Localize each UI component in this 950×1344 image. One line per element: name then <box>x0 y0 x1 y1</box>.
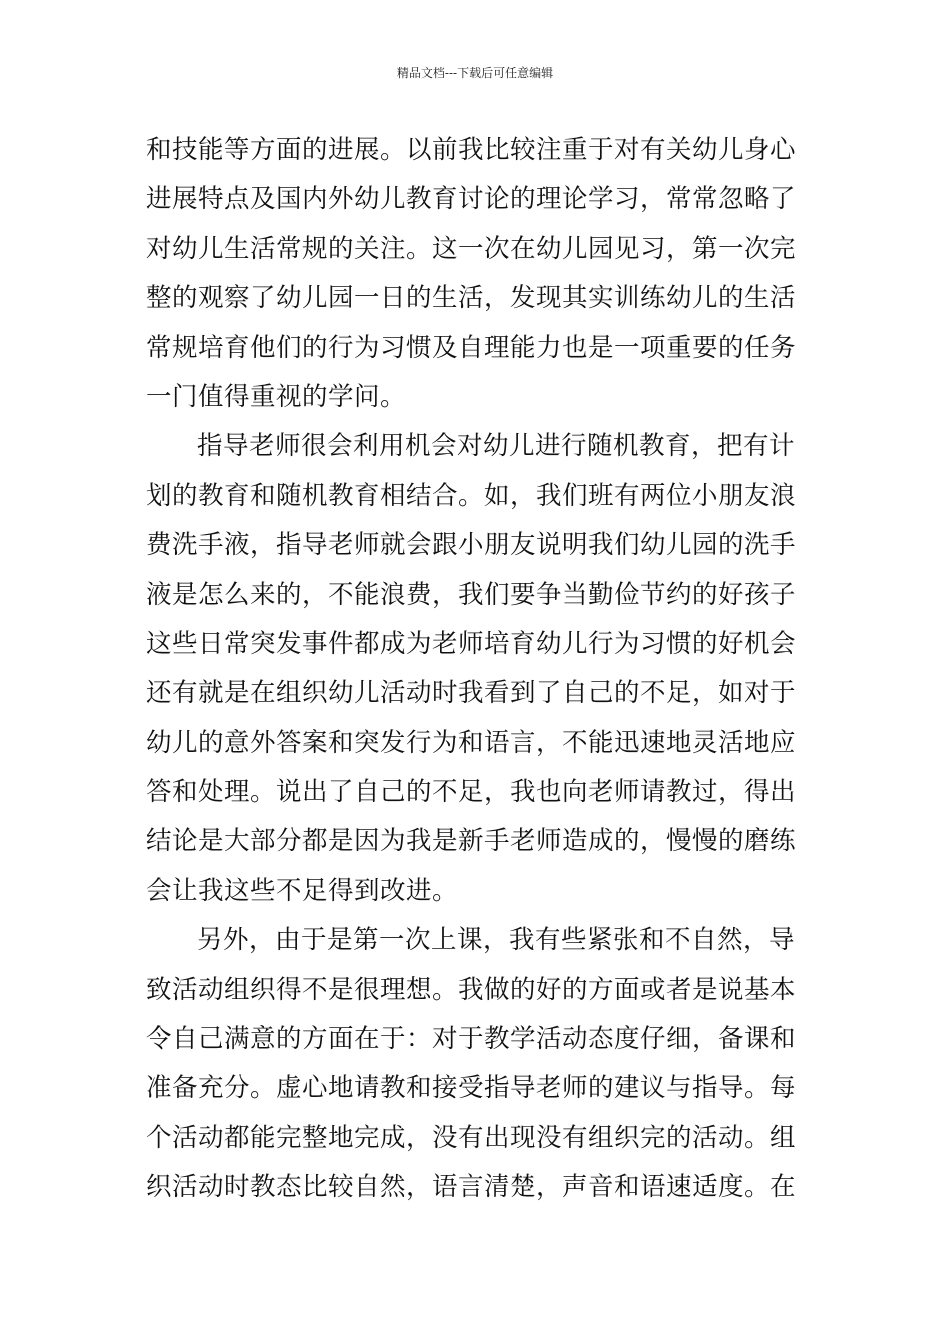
page-header: 精品文档---下载后可任意编辑 <box>396 66 554 80</box>
text-line: 个活动都能完整地完成，没有出现没有组织完的活动。组 <box>146 1122 797 1153</box>
text-line: 对幼儿生活常规的关注。这一次在幼儿园见习，第一次完 <box>146 233 797 264</box>
text-line: 这些日常突发事件都成为老师培育幼儿行为习惯的好机会 <box>146 628 797 659</box>
text-line: 费洗手液，指导老师就会跟小朋友说明我们幼儿园的洗手 <box>146 530 797 561</box>
text-line: 进展特点及国内外幼儿教育讨论的理论学习，常常忽略了 <box>146 184 797 215</box>
text-line: 致活动组织得不是很理想。我做的好的方面或者是说基本 <box>146 974 797 1005</box>
text-line: 划的教育和随机教育相结合。如，我们班有两位小朋友浪 <box>146 480 797 511</box>
text-line: 和技能等方面的进展。以前我比较注重于对有关幼儿身心 <box>146 135 797 165</box>
text-line: 准备充分。虚心地请教和接受指导老师的建议与指导。每 <box>146 1073 797 1104</box>
text-line: 会让我这些不足得到改进。 <box>146 875 459 906</box>
text-line: 令自己满意的方面在于：对于教学活动态度仔细，备课和 <box>146 1024 797 1055</box>
text-line: 结论是大部分都是因为我是新手老师造成的，慢慢的磨练 <box>146 826 797 857</box>
text-line: 还有就是在组织幼儿活动时我看到了自己的不足，如对于 <box>146 678 797 709</box>
paragraph-start-line: 另外，由于是第一次上课，我有些紧张和不自然，导 <box>197 925 796 956</box>
text-line: 幼儿的意外答案和突发行为和语言，不能迅速地灵活地应 <box>146 727 797 758</box>
document-body <box>146 126 810 1213</box>
text-line: 答和处理。说出了自己的不足，我也向老师请教过，得出 <box>146 777 797 808</box>
text-line: 液是怎么来的，不能浪费，我们要争当勤俭节约的好孩子 <box>146 579 797 610</box>
text-line: 常规培育他们的行为习惯及自理能力也是一项重要的任务 <box>146 332 797 363</box>
text-line: 织活动时教态比较自然，语言清楚，声音和语速适度。在 <box>146 1172 797 1203</box>
text-line: 一门值得重视的学问。 <box>146 381 407 412</box>
text-line: 整的观察了幼儿园一日的生活，发现其实训练幼儿的生活 <box>146 283 797 314</box>
paragraph-start-line: 指导老师很会利用机会对幼儿进行随机教育，把有计 <box>197 431 796 462</box>
